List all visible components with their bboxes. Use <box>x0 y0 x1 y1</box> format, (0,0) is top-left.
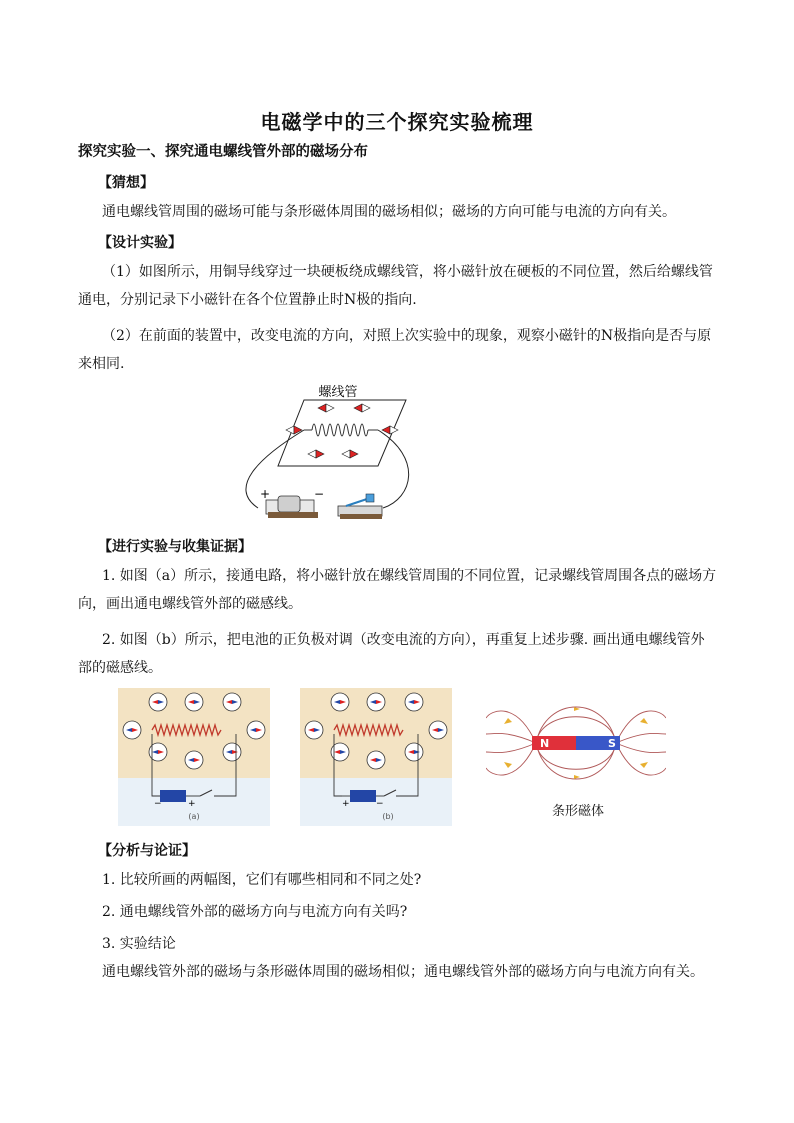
analysis-label: 【分析与论证】 <box>98 843 196 859</box>
guess-text: 通电螺线管周围的磁场可能与条形磁体周围的磁场相似；磁场的方向可能与电流的方向有关。 <box>102 204 676 220</box>
analysis-conclusion-label: 3. 实验结论 <box>102 936 176 952</box>
board-outline <box>278 400 406 466</box>
design-step-2: （2）在前面的装置中，改变电流的方向，对照上次实验中的现象，观察小磁针的N极指向是否与原来相同. <box>78 328 712 372</box>
bar-magnet-field-figure <box>486 690 666 794</box>
page-title: 电磁学中的三个探究实验梳理 <box>260 110 534 134</box>
design-label: 【设计实验】 <box>98 235 182 251</box>
switch-icon <box>338 494 382 519</box>
collect-step-1: 1. 如图（a）所示，接通电路，将小磁针放在螺线管周围的不同位置，记录螺线管周围各点的磁场方向，画出通电螺线管外部的磁感线。 <box>78 568 717 612</box>
battery-plus-label: + <box>260 487 271 501</box>
fig-b-label: (b) <box>382 812 394 821</box>
fig-a-minus-label: − <box>154 799 162 809</box>
battery-icon <box>160 790 186 802</box>
figure-b-solenoid-compasses <box>300 688 452 826</box>
magnet-n-label: N <box>540 737 550 750</box>
experiment1-heading: 探究实验一、探究通电螺线管外部的磁场分布 <box>78 143 368 160</box>
conclusion-text: 通电螺线管外部的磁场与条形磁体周围的磁场相似；通电螺线管外部的磁场方向与电流方向有关。 <box>102 964 704 980</box>
battery-minus-label: − <box>314 487 325 501</box>
design-step-1: （1）如图所示，用铜导线穿过一块硬板绕成螺线管，将小磁针放在硬板的不同位置，然后给螺线管通电，分别记录下小磁针在各个位置静止时N极的指向. <box>78 264 713 308</box>
guess-label: 【猜想】 <box>98 175 154 191</box>
solenoid-apparatus-figure <box>238 378 418 526</box>
magnet-north-pole <box>532 736 576 750</box>
collect-label: 【进行实验与收集证据】 <box>98 539 252 555</box>
fig-a-plus-label: + <box>188 799 196 809</box>
solenoid-label: 螺线管 <box>318 385 358 400</box>
magnet-s-label: S <box>608 737 616 750</box>
figure-a-solenoid-compasses <box>118 688 270 826</box>
collect-step-2: 2. 如图（b）所示，把电池的正负极对调（改变电流的方向），再重复上述步骤. 画出通电螺线管外部的磁感线。 <box>78 632 705 676</box>
fig-b-minus-label: − <box>376 799 384 809</box>
magnet-caption: 条形磁体 <box>552 804 605 819</box>
analysis-question-1: 1. 比较所画的两幅图，它们有哪些相同和不同之处? <box>102 872 422 888</box>
fig-a-label: (a) <box>188 812 200 821</box>
battery-icon <box>266 496 318 518</box>
battery-icon <box>350 790 376 802</box>
analysis-question-2: 2. 通电螺线管外部的磁场方向与电流方向有关吗? <box>102 904 408 920</box>
fig-b-plus-label: + <box>342 799 350 809</box>
